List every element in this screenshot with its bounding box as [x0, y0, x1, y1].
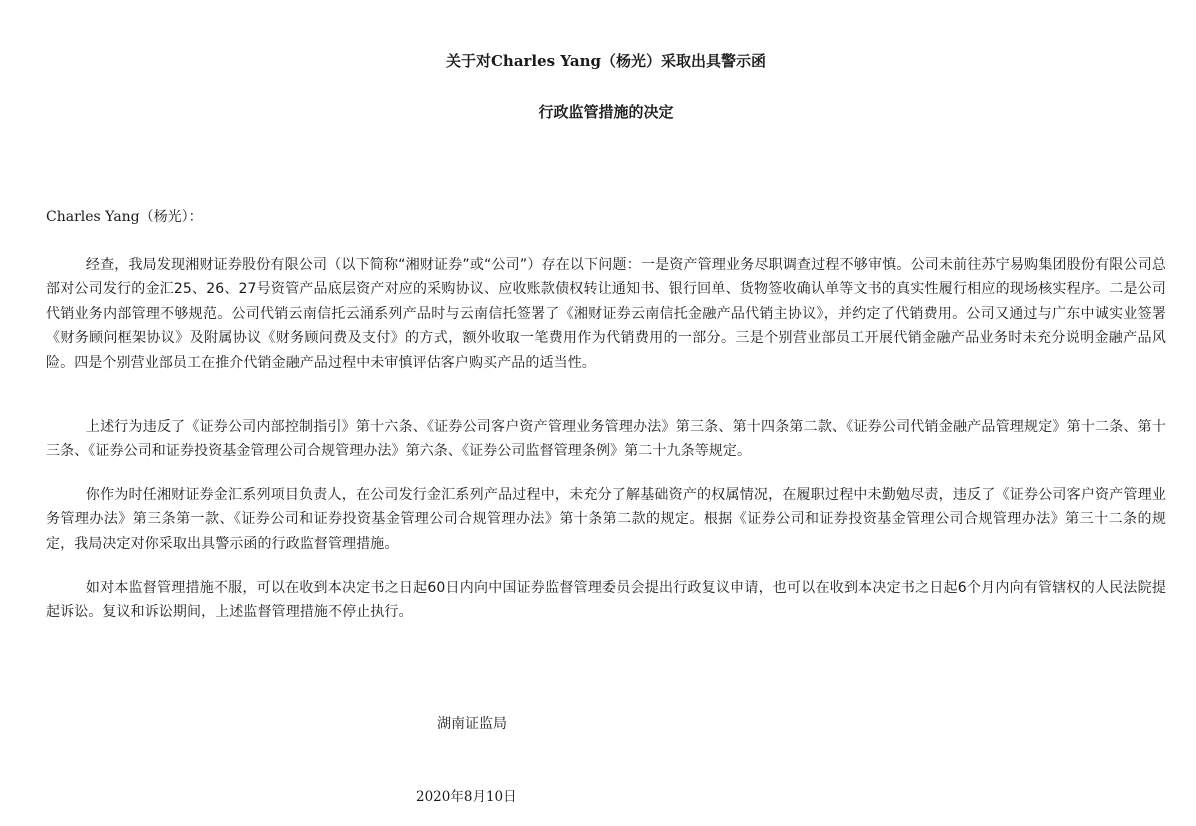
issue-date: 2020年8月10日	[416, 789, 517, 805]
salutation: Charles Yang（杨光）：	[46, 209, 203, 225]
document-title-line-2: 行政监管措施的决定	[538, 103, 674, 121]
issuing-authority: 湖南证监局	[437, 716, 507, 732]
paragraph-appeal-notice: 如对本监督管理措施不服，可以在收到本决定书之日起60日内向中国证券监督管理委员会提出行政复议申请，也可以在收到本决定书之日起6个月内向有管辖权的人民法院提起诉讼。复议和诉讼期间，上述监督管理措施不停止执行。	[46, 580, 1166, 621]
document-title-line-1: 关于对Charles Yang（杨光）采取出具警示函	[445, 52, 767, 70]
paragraph-findings: 经查，我局发现湘财证券股份有限公司（以下简称“湘财证券”或“公司”）存在以下问题：一是资产管理业务尽职调查过程不够审慎。公司未前往苏宁易购集团股份有限公司总部对公司发行的金汇25、26、27号资管产品底层资产对应的采购协议、应收账款债权转让通知书、银行回单、货物签收确认单等文书的真实性履行相应的现场核实程序。二是公司代销业务内部管理不够规范。公司代销云南信托云涌系列产品时与云南信托签署了《湘财证券云南信托金融产品代销主协议》，并约定了代销费用。公司又通过与广东中诚实业签署《财务顾问框架协议》及附属协议《财务顾问费及支付》的方式，额外收取一笔费用作为代销费用的一部分。三是个别营业部员工开展代销金融产品业务时未充分说明金融产品风险。四是个别营业部员工在推介代销金融产品过程中未审慎评估客户购买产品的适当性。	[46, 257, 1166, 371]
paragraph-violations: 上述行为违反了《证券公司内部控制指引》第十六条、《证券公司客户资产管理业务管理办法》第三条、第十四条第二款、《证券公司代销金融产品管理规定》第十二条、第十三条、《证券公司和证券投资基金管理公司合规管理办法》第六条、《证券公司监督管理条例》第二十九条等规定。	[46, 419, 1166, 460]
paragraph-decision: 你作为时任湘财证券金汇系列项目负责人，在公司发行金汇系列产品过程中，未充分了解基础资产的权属情况，在履职过程中未勤勉尽责，违反了《证券公司客户资产管理业务管理办法》第三条第一款、《证券公司和证券投资基金管理公司合规管理办法》第十条第二款的规定。根据《证券公司和证券投资基金管理公司合规管理办法》第三十二条的规定，我局决定对你采取出具警示函的行政监督管理措施。	[46, 487, 1166, 552]
